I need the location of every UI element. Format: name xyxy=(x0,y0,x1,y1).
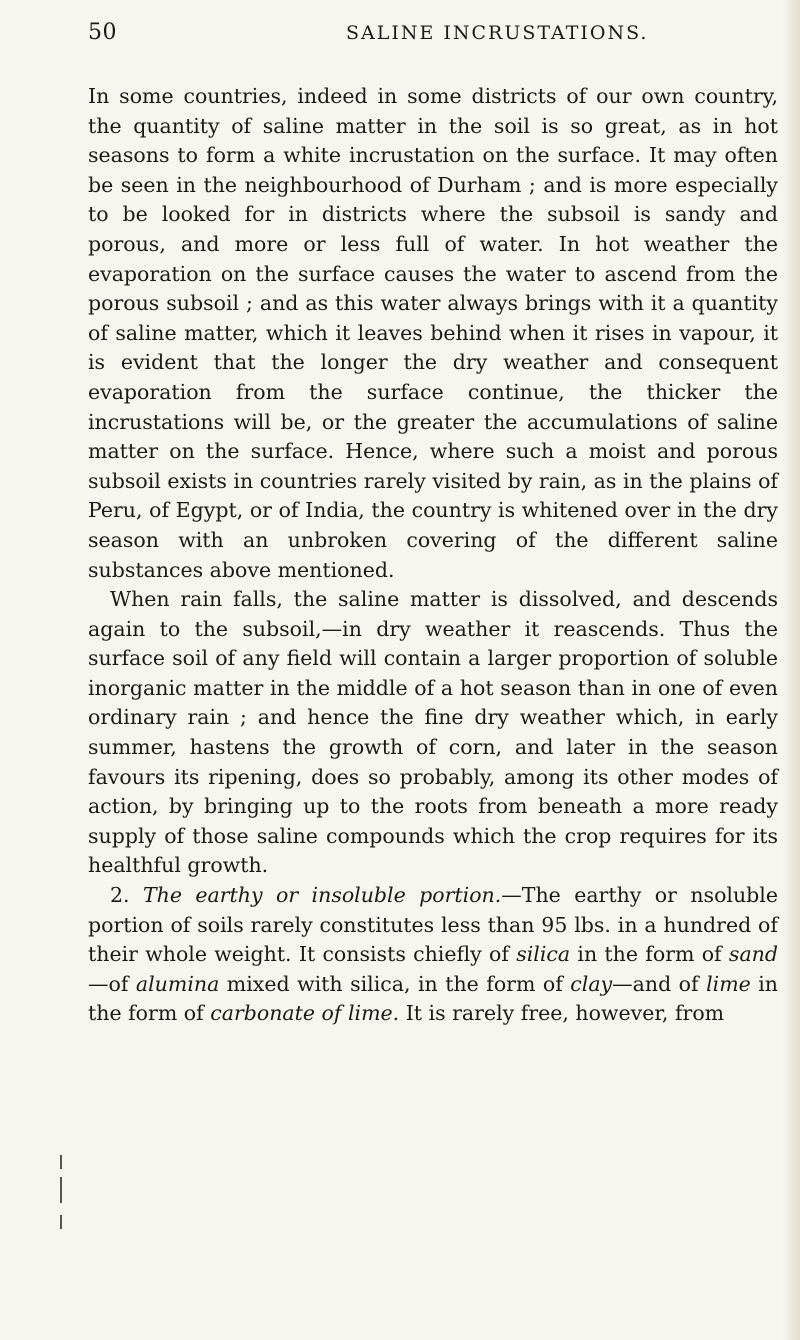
section-text: mixed with silica, in the form of xyxy=(219,971,571,996)
term-carbonate-of-lime: carbonate of lime. xyxy=(210,1001,400,1026)
margin-marks xyxy=(60,1155,66,1285)
term-silica: silica xyxy=(516,942,571,967)
term-sand: sand xyxy=(728,942,778,967)
section-number: 2. xyxy=(110,883,130,908)
margin-mark xyxy=(60,1215,62,1229)
page-edge-shadow xyxy=(782,0,800,1340)
section-dash: — xyxy=(501,883,522,908)
running-head: SALINE INCRUSTATIONS. xyxy=(346,22,649,44)
section-text: in the form of xyxy=(570,942,729,967)
section-earthy-portion xyxy=(88,881,778,1029)
section-text: in the form of xyxy=(88,971,778,1026)
paragraph-saline-incrustation: In some countries, indeed in some districts of our own country, the quantity of saline matter in the soil is so great, as in hot seasons to form a white incrustation on the surface. It may often be seen in the neighbourhood of Durham ; and is more especially to be looked for in districts where the subsoil is sandy and porous, and more or less full of water. In hot weather the evaporation on the surface causes the water to ascend from the porous subsoil ; and as this water always brings with it a quantity of saline matter, which it leaves behind when it rises in vapour, it is evident that the longer the dry weather and consequent evaporation from the surface continue, the thicker the incrustations will be, or the greater the accumulations of saline matter on the surface. Hence, where such a moist and porous subsoil exists in countries rarely visited by rain, as in the plains of Peru, of Egypt, or of India, the country is whitened over in the dry season with an unbroken covering of the different saline substances above mentioned. xyxy=(88,84,778,582)
term-clay: clay xyxy=(570,971,613,996)
section-text: —of xyxy=(88,971,136,996)
body-text xyxy=(88,82,778,1029)
margin-mark xyxy=(60,1177,62,1203)
term-lime: lime xyxy=(706,971,751,996)
section-text: The earthy or nsoluble portion of soils rarely constitutes less than 95 lbs. in a hundred of their whole weight. It consists chiefly of xyxy=(88,883,778,967)
section-title: The earthy or insoluble portion. xyxy=(142,883,502,908)
paragraph-rain-effects: When rain falls, the saline matter is dissolved, and descends again to the subsoil,—in dry weather it reascends. Thus the surface soil of any field will contain a larger proportion of soluble inorganic matter in the middle of a hot season than in one of even ordinary rain ; and hence the fine dry weather which, in early summer, hastens the growth of corn, and later in the season favours its ripening, does so probably, among its other modes of action, by bringing up to the roots from beneath a more ready supply of those saline compounds which the crop requires for its healthful growth. xyxy=(88,587,778,878)
section-text: It is rarely free, however, from xyxy=(399,1001,725,1026)
page-header xyxy=(88,20,778,56)
margin-mark xyxy=(60,1155,62,1169)
term-alumina: alumina xyxy=(135,971,220,996)
section-text: —and of xyxy=(612,971,707,996)
page-number: 50 xyxy=(88,20,117,45)
